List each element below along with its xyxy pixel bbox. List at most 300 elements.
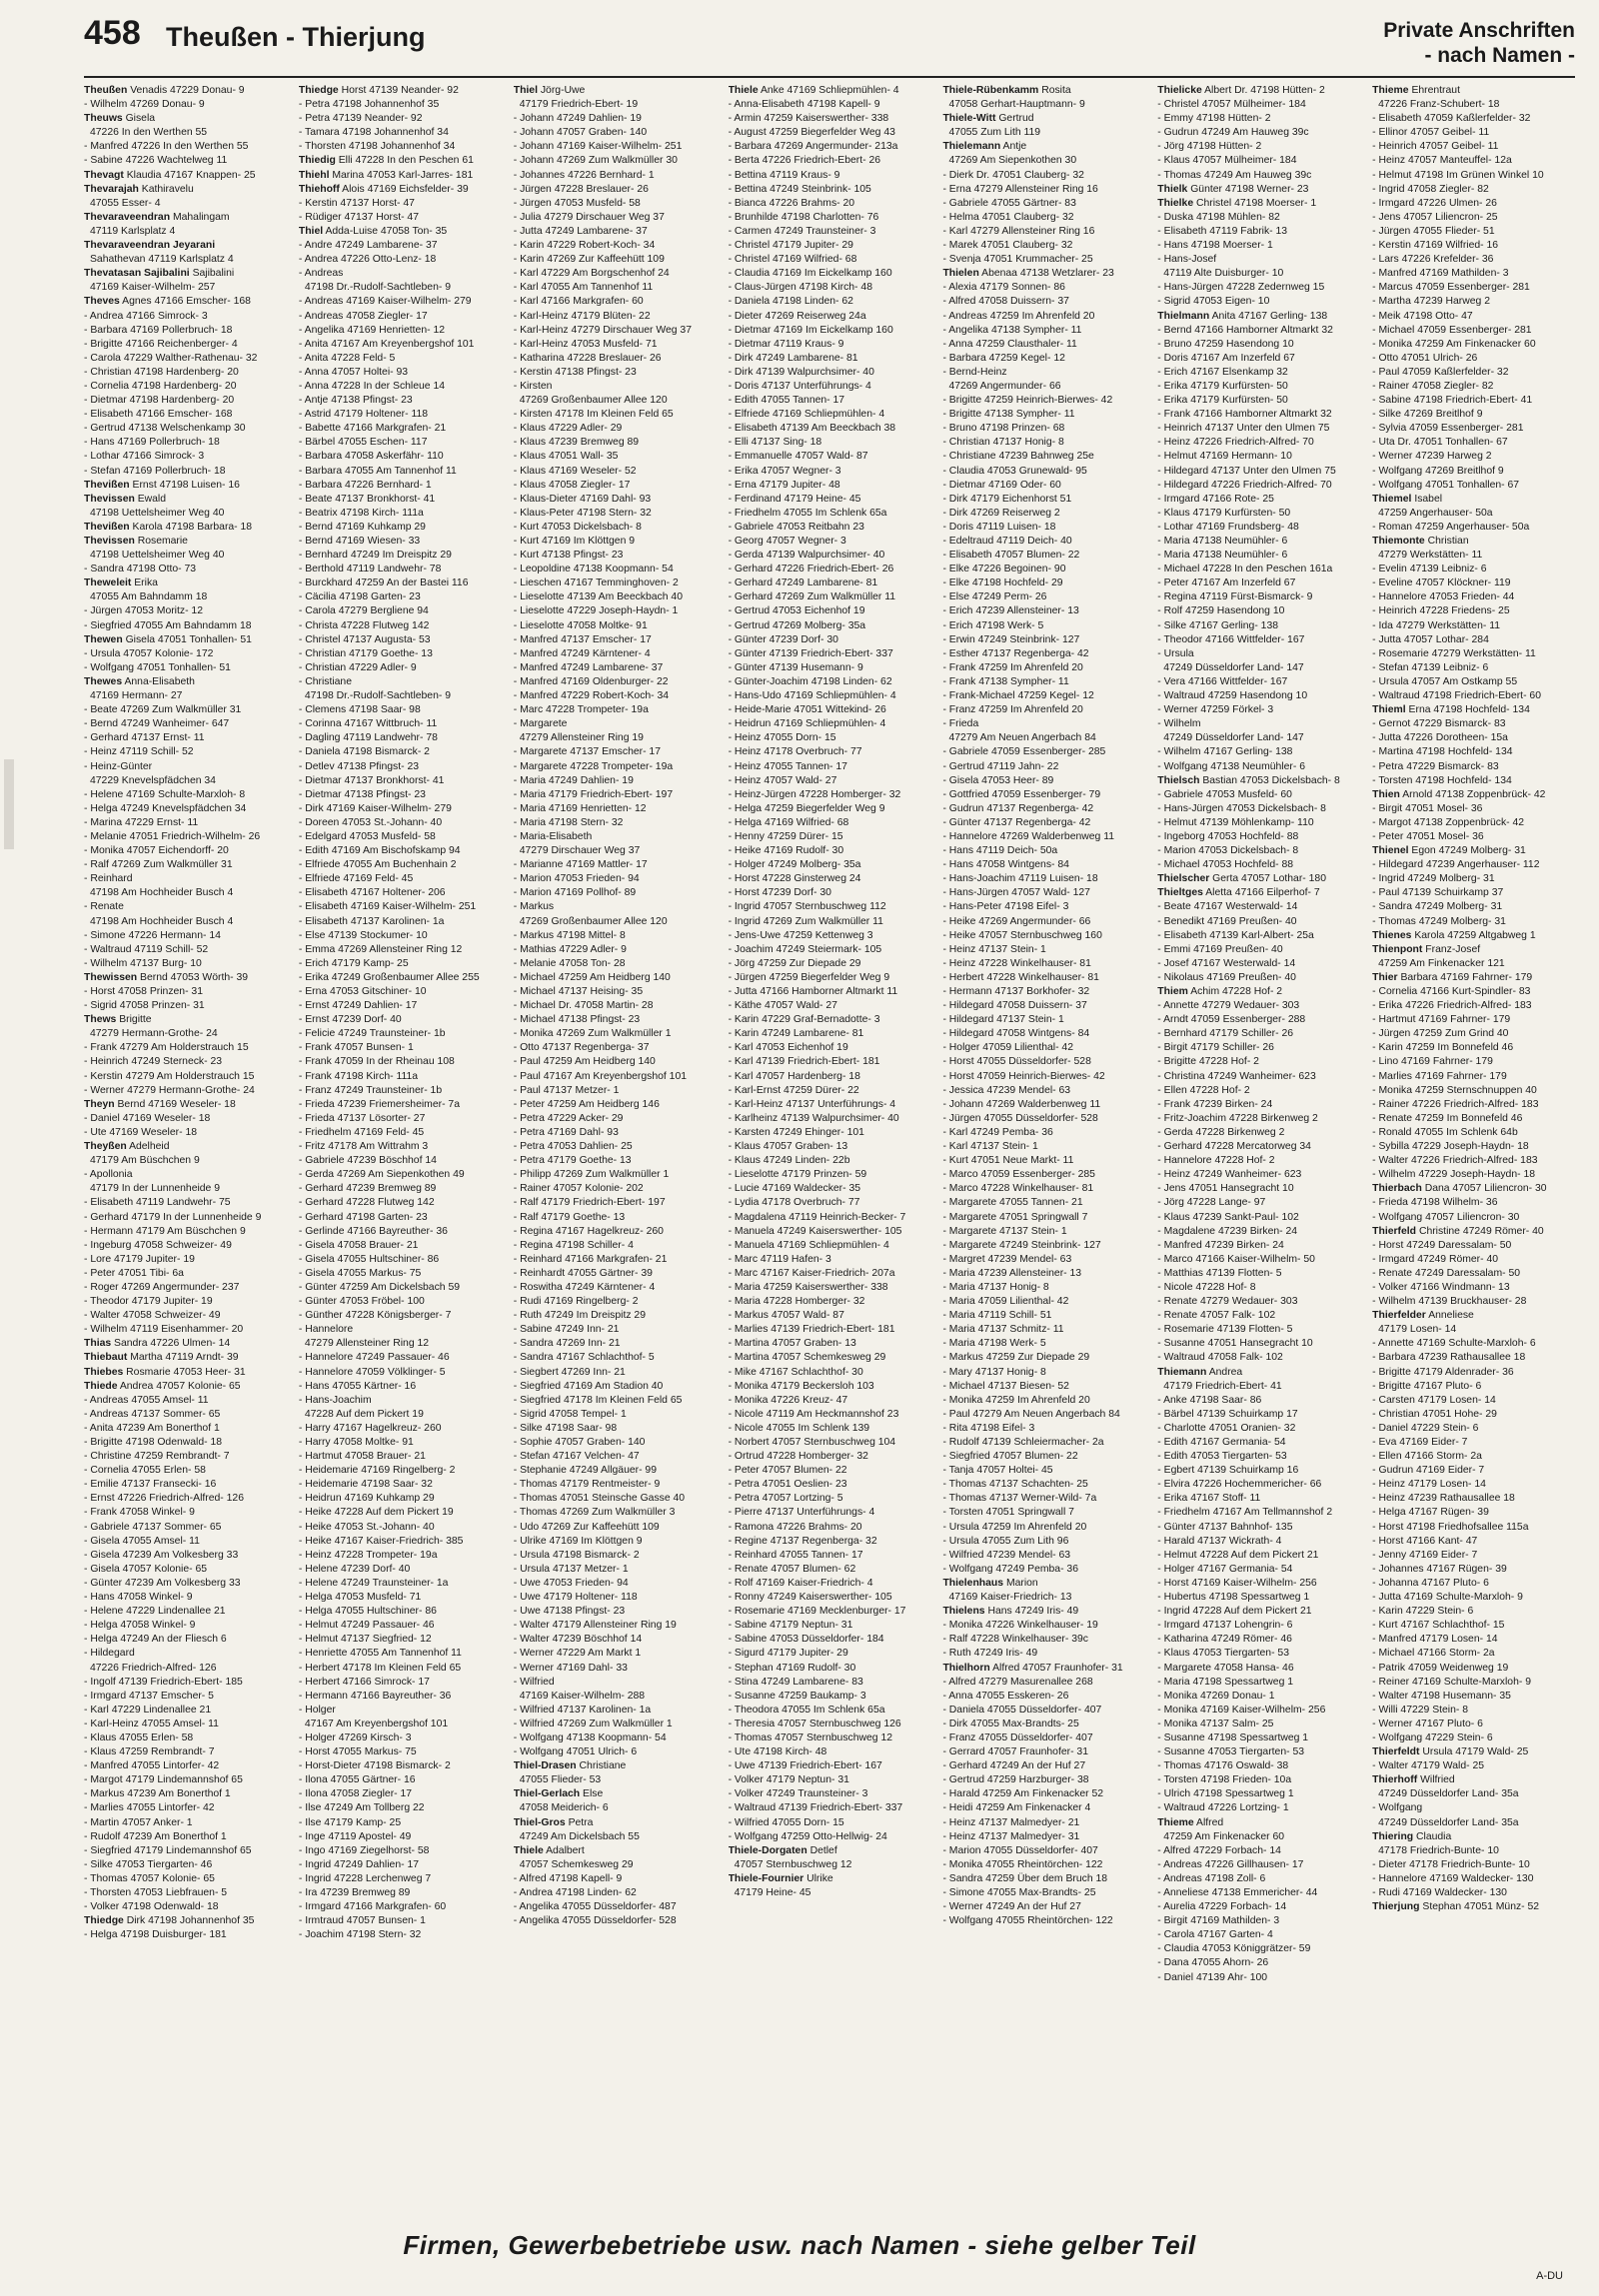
entry-text: - Gabriele 47053 Reitbahn 23 xyxy=(728,521,864,533)
entry-text: - Christel 47179 Jupiter- 29 xyxy=(728,240,853,252)
entry-text: 47058 Meiderich- 6 xyxy=(519,1802,609,1814)
directory-entry xyxy=(514,830,725,844)
entry-text: - Gudrun 47249 Am Hauweg 39c xyxy=(1157,127,1309,139)
directory-entry xyxy=(299,1858,510,1872)
directory-entry xyxy=(729,844,939,858)
entry-text: - Karl 47057 Hardenberg- 18 xyxy=(728,1070,860,1082)
directory-entry xyxy=(1157,999,1368,1013)
directory-entry xyxy=(942,1055,1153,1069)
entry-text: - Gerda 47228 Birkenweg 2 xyxy=(1157,1126,1285,1138)
directory-entry xyxy=(1157,1408,1368,1422)
directory-entry xyxy=(299,1535,510,1549)
directory-entry xyxy=(1372,1676,1583,1690)
directory-entry xyxy=(299,1337,510,1351)
directory-entry xyxy=(942,352,1153,366)
entry-text: - Hubertus 47198 Spessartweg 1 xyxy=(1157,1592,1310,1604)
entry-text: - Manfred 47226 In den Werthen 55 xyxy=(84,141,249,153)
entry-text: 47279 Werkstätten- 11 xyxy=(1378,550,1483,562)
directory-entry xyxy=(84,479,295,493)
entry-surname: Thevißen xyxy=(84,479,130,491)
directory-entry xyxy=(514,1041,725,1055)
directory-entry xyxy=(84,1521,295,1535)
entry-text: - Jörg 47259 Zur Diepade 29 xyxy=(728,957,861,969)
directory-entry xyxy=(514,1027,725,1041)
directory-entry xyxy=(299,1351,510,1365)
entry-text: - Wolfgang 47249 Pemba- 36 xyxy=(942,1563,1078,1575)
entry-text: - Berta 47226 Friedrich-Ebert- 26 xyxy=(728,155,881,167)
entry-text: - Rolf 47169 Kaiser-Friedrich- 4 xyxy=(728,1577,873,1589)
entry-text: - Ute 47198 Kirch- 48 xyxy=(728,1746,827,1758)
entry-text: - Kerstin 47169 Wilfried- 16 xyxy=(1372,240,1499,252)
directory-entry xyxy=(299,1168,510,1182)
section-title xyxy=(1383,18,1575,68)
directory-entry xyxy=(942,1577,1153,1591)
directory-entry xyxy=(1157,1112,1368,1126)
directory-entry xyxy=(514,886,725,900)
entry-text: - Ingo 47169 Ziegelhorst- 58 xyxy=(298,1844,430,1856)
entry-text: - Tanja 47057 Holtei- 45 xyxy=(942,1465,1053,1477)
directory-entry xyxy=(1157,1182,1368,1196)
directory-entry xyxy=(299,267,510,281)
directory-entry xyxy=(1372,295,1583,309)
directory-entry xyxy=(514,1394,725,1408)
entry-text: - Wilhelm 47119 Eisenhammer- 20 xyxy=(84,1324,244,1336)
directory-entry xyxy=(1157,394,1368,408)
entry-text: - Daniela 47198 Bismarck- 2 xyxy=(298,746,430,758)
directory-entry xyxy=(299,1787,510,1801)
entry-text: - Marc 47119 Hafen- 3 xyxy=(728,1253,831,1265)
entry-text: - Harald 47259 Am Finkenacker 52 xyxy=(942,1788,1103,1800)
directory-entry xyxy=(942,380,1153,394)
entry-text: - Siegfried 47178 Im Kleinen Feld 65 xyxy=(513,1394,683,1406)
entry-text: - Maria 47138 Neumühler- 6 xyxy=(1157,536,1288,547)
entry-text: - Frank 47138 Sympher- 11 xyxy=(942,675,1069,687)
entry-text: - Heidemarie 47198 Saar- 32 xyxy=(298,1479,433,1491)
directory-entry xyxy=(942,1366,1153,1380)
directory-entry xyxy=(299,112,510,126)
directory-entry xyxy=(942,338,1153,352)
directory-entry xyxy=(84,140,295,154)
directory-entry xyxy=(514,112,725,126)
entry-text: - Petra 47051 Oeslien- 23 xyxy=(728,1479,847,1491)
entry-text: - Doris 47119 Luisen- 18 xyxy=(942,521,1056,533)
directory-entry xyxy=(1372,1549,1583,1563)
entry-text: - Jürgen 47055 Düsseldorfer- 528 xyxy=(942,1112,1098,1124)
entry-text: - Frank 47058 Winkel- 9 xyxy=(84,1507,195,1519)
entry-text: - Gerrard 47057 Fraunhofer- 31 xyxy=(942,1746,1088,1758)
directory-entry xyxy=(1157,465,1368,479)
directory-entry xyxy=(514,1731,725,1745)
directory-entry xyxy=(514,760,725,774)
directory-entry xyxy=(299,1098,510,1112)
entry-text: - Heidrun 47169 Schliepmühlen- 4 xyxy=(728,718,886,730)
entry-text: - Johannes 47226 Bernhard- 1 xyxy=(513,169,655,181)
directory-entry xyxy=(1157,295,1368,309)
directory-entry xyxy=(1157,352,1368,366)
directory-entry xyxy=(514,1718,725,1731)
entry-text: - Rüdiger 47137 Horst- 47 xyxy=(298,211,419,223)
directory-entry xyxy=(84,1886,295,1900)
directory-entry xyxy=(942,1013,1153,1027)
entry-text: - Karin 47229 Graf-Bernadotte- 3 xyxy=(728,1014,880,1026)
entry-text: - Marlies 47139 Friedrich-Ebert- 181 xyxy=(728,1324,895,1336)
directory-entry xyxy=(1157,1886,1368,1900)
directory-entry xyxy=(514,211,725,225)
entry-text: - Brigitte 47167 Pluto- 6 xyxy=(1372,1380,1482,1392)
entry-text: - Wolfgang 47051 Tonhallen- 51 xyxy=(84,661,231,673)
entry-text: - Manfred 47137 Emscher- 17 xyxy=(513,633,652,645)
entry-surname: Thevißen xyxy=(84,521,130,533)
directory-entry xyxy=(84,1745,295,1759)
entry-text: - Otto 47137 Regenberga- 37 xyxy=(513,1042,650,1054)
entry-text: - Josef 47167 Westerwald- 14 xyxy=(1157,957,1296,969)
entry-text: - Waltraud 47058 Falk- 102 xyxy=(1157,1352,1283,1364)
entry-text: - Wolfgang xyxy=(1372,1802,1423,1814)
directory-entry xyxy=(729,1154,939,1168)
directory-entry xyxy=(84,1464,295,1478)
directory-entry xyxy=(729,957,939,971)
directory-entry xyxy=(942,1309,1153,1323)
entry-text: - Thomas 47269 Zum Walkmüller 3 xyxy=(513,1507,676,1519)
entry-text: Stephan 47051 Münz- 52 xyxy=(1422,1901,1540,1913)
directory-entry xyxy=(1157,1154,1368,1168)
directory-entry xyxy=(299,295,510,309)
entry-text: Klaudia 47167 Knappen- 25 xyxy=(126,169,256,181)
directory-entry xyxy=(1372,1619,1583,1633)
directory-entry xyxy=(1372,436,1583,450)
directory-entry xyxy=(514,267,725,281)
directory-entry xyxy=(84,957,295,971)
entry-text: - Ulrich 47198 Spessartweg 1 xyxy=(1157,1788,1294,1800)
directory-entry xyxy=(1157,689,1368,703)
entry-text: - Marco 47166 Kaiser-Wilhelm- 50 xyxy=(1157,1253,1315,1265)
entry-text: - Maria 47059 Lilienthal- 42 xyxy=(942,1296,1069,1308)
entry-text: - Marianne 47169 Mattler- 17 xyxy=(513,859,648,871)
directory-entry xyxy=(84,1225,295,1239)
directory-entry xyxy=(729,1098,939,1112)
entry-surname: Thiemel xyxy=(1372,493,1412,505)
entry-text: - Beate 47137 Bronkhorst- 41 xyxy=(298,493,436,505)
entry-surname: Thiemonte xyxy=(1372,536,1425,547)
entry-text: - Elisabeth 47119 Fabrik- 13 xyxy=(1157,225,1288,237)
entry-text: - Barbara 47269 Angermunder- 213a xyxy=(728,141,898,153)
entry-text: 47179 Am Büschchen 9 xyxy=(90,1155,200,1167)
directory-entry xyxy=(299,169,510,183)
entry-text: - Reinhard xyxy=(84,873,133,885)
directory-entry xyxy=(514,408,725,422)
entry-text: - Heinz 47057 Wald- 27 xyxy=(728,774,837,786)
entry-text: - Lieselotte 47179 Prinzen- 59 xyxy=(728,1169,867,1181)
entry-text: - Gerhard 47228 Flutweg 142 xyxy=(298,1197,435,1209)
entry-text: - Melanie 47051 Friedrich-Wilhelm- 26 xyxy=(84,830,261,842)
entry-text: 47178 Friedrich-Bunte- 10 xyxy=(1378,1844,1499,1856)
directory-entry xyxy=(84,1773,295,1787)
entry-text: - Astrid 47179 Holtener- 118 xyxy=(298,409,429,421)
entry-text: - Rainer 47226 Friedrich-Alfred- 183 xyxy=(1372,1098,1539,1110)
directory-entry xyxy=(942,1704,1153,1718)
directory-entry xyxy=(729,788,939,802)
entry-text: Rosemarie xyxy=(137,536,188,547)
directory-entry xyxy=(514,1281,725,1295)
directory-entry xyxy=(729,675,939,689)
entry-text: - Irmgard 47137 Emscher- 5 xyxy=(84,1690,214,1702)
directory-entry xyxy=(729,872,939,886)
entry-surname: Theweleit xyxy=(84,577,132,589)
directory-entry xyxy=(942,745,1153,759)
entry-text: - Siegfried 47179 Lindemannshof 65 xyxy=(84,1844,252,1856)
entry-text: - Leopoldine 47138 Koopmann- 54 xyxy=(513,564,674,575)
directory-entry xyxy=(84,1450,295,1464)
entry-surname: Thiede xyxy=(84,1380,118,1392)
directory-entry xyxy=(942,1787,1153,1801)
entry-text: - Monika 47169 Kaiser-Wilhelm- 256 xyxy=(1157,1704,1326,1716)
directory-entry xyxy=(514,604,725,618)
entry-text: - Rudolf 47239 Am Bonerthof 1 xyxy=(84,1830,227,1842)
entry-text: - Brigitte 47198 Odenwald- 18 xyxy=(84,1437,223,1448)
entry-text: Antje xyxy=(1002,141,1027,153)
entry-text: - Else 47139 Stockumer- 10 xyxy=(298,929,428,941)
directory-entry xyxy=(514,366,725,380)
entry-text: - Nicole 47119 Am Heckmannshof 23 xyxy=(728,1408,899,1420)
directory-entry xyxy=(942,1225,1153,1239)
directory-entry xyxy=(1372,1801,1583,1815)
entry-text: - Eva 47169 Eider- 7 xyxy=(1372,1437,1468,1448)
entry-text: - Elfriede 47169 Feld- 45 xyxy=(298,873,414,885)
directory-entry xyxy=(1157,310,1368,324)
directory-entry xyxy=(299,816,510,830)
entry-text: - Joachim 47249 Steiermark- 105 xyxy=(728,943,882,955)
entry-text: - Manfred 47229 Robert-Koch- 34 xyxy=(513,690,670,702)
entry-text: - Günter 47137 Regenberga- 42 xyxy=(942,816,1091,828)
entry-text: - Thorsten 47053 Liebfrauen- 5 xyxy=(84,1887,228,1898)
directory-entry xyxy=(1157,1914,1368,1928)
entry-text: - Ernst 47226 Friedrich-Alfred- 126 xyxy=(84,1493,244,1505)
entry-text: - Margret 47239 Mendel- 63 xyxy=(942,1253,1072,1265)
directory-entry xyxy=(729,1112,939,1126)
entry-text: Christel 47198 Moerser- 1 xyxy=(1196,197,1317,209)
directory-entry xyxy=(514,731,725,745)
entry-text: - Felicie 47249 Traunsteiner- 1b xyxy=(298,1028,446,1040)
entry-text: - Alfred 47058 Duissern- 37 xyxy=(942,296,1069,308)
entry-text: - Monika 47226 Kreuz- 47 xyxy=(728,1394,848,1406)
entry-text: - Sigrid 47053 Eigen- 10 xyxy=(1157,296,1270,308)
directory-entry xyxy=(729,943,939,957)
entry-text: - Elvira 47226 Hochemmericher- 66 xyxy=(1157,1479,1322,1491)
entry-text: - Günter 47239 Am Volkesberg 33 xyxy=(84,1577,241,1589)
directory-entry xyxy=(942,788,1153,802)
entry-text: - Angelika 47055 Düsseldorfer- 528 xyxy=(513,1915,677,1927)
entry-text: - Karin 47229 Robert-Koch- 34 xyxy=(513,240,656,252)
directory-entry xyxy=(514,1323,725,1337)
entry-text: - Irmgard 47226 Ulmen- 26 xyxy=(1372,197,1497,209)
directory-entry xyxy=(299,1662,510,1676)
directory-entry xyxy=(514,1633,725,1647)
directory-entry xyxy=(514,1309,725,1323)
directory-entry xyxy=(514,507,725,521)
entry-text: - Sophie 47057 Graben- 140 xyxy=(513,1437,646,1448)
entry-text: Ulrike xyxy=(806,1872,833,1884)
entry-text: 47269 Angermunder- 66 xyxy=(948,380,1061,392)
directory-entry xyxy=(1157,1351,1368,1365)
entry-text: - Kurt 47138 Pfingst- 23 xyxy=(513,550,624,562)
entry-text: - Anna 47055 Esskeren- 26 xyxy=(942,1690,1069,1702)
directory-entry xyxy=(1157,535,1368,549)
directory-entry xyxy=(942,1605,1153,1619)
directory-entry xyxy=(1157,957,1368,971)
directory-entry xyxy=(1157,1422,1368,1436)
listing-columns xyxy=(84,84,1583,2202)
directory-entry xyxy=(299,1886,510,1900)
directory-entry xyxy=(1372,1816,1583,1830)
directory-entry xyxy=(1157,1662,1368,1676)
directory-entry xyxy=(514,1690,725,1704)
entry-text: - Sigurd 47179 Jupiter- 29 xyxy=(728,1648,848,1660)
directory-entry xyxy=(729,422,939,436)
entry-text: - Melanie 47058 Ton- 28 xyxy=(513,957,626,969)
directory-entry xyxy=(1157,1323,1368,1337)
directory-entry xyxy=(514,295,725,309)
entry-text: - Jürgen 47053 Musfeld- 58 xyxy=(513,197,641,209)
entry-text: - Maria 47137 Schmitz- 11 xyxy=(942,1324,1064,1336)
directory-entry xyxy=(1157,788,1368,802)
entry-text: - Daniela 47198 Linden- 62 xyxy=(728,296,853,308)
entry-surname: Thielens xyxy=(942,1606,985,1618)
directory-entry xyxy=(729,915,939,929)
entry-text: Jörg-Uwe xyxy=(540,85,586,96)
directory-entry xyxy=(514,1013,725,1027)
entry-text: - Dirk 47249 Lambarene- 81 xyxy=(728,352,858,364)
entry-text: - Manfred 47179 Losen- 14 xyxy=(1372,1634,1498,1646)
entry-text: - Wilfried 47239 Mendel- 63 xyxy=(942,1549,1071,1561)
entry-text: - Gerda 47269 Am Siepenkothen 49 xyxy=(298,1169,465,1181)
directory-entry xyxy=(942,1394,1153,1408)
directory-entry xyxy=(942,1773,1153,1787)
entry-text: Bastian 47053 Dickelsbach- 8 xyxy=(1202,774,1340,786)
entry-text: - Edith 47169 Am Bischofskamp 94 xyxy=(298,845,461,857)
directory-entry xyxy=(1157,1126,1368,1140)
entry-text: - Sigrid 47058 Prinzen- 31 xyxy=(84,1000,205,1012)
entry-text: - Fritz-Joachim 47228 Birkenweg 2 xyxy=(1157,1112,1318,1124)
directory-entry xyxy=(1157,1492,1368,1506)
directory-entry xyxy=(299,971,510,985)
entry-text: Aletta 47166 Eilperhof- 7 xyxy=(1205,887,1320,899)
entry-text: - Markus 47057 Wald- 87 xyxy=(728,1310,844,1322)
entry-surname: Thienel xyxy=(1372,845,1409,857)
directory-entry xyxy=(1157,576,1368,590)
directory-entry xyxy=(729,900,939,914)
directory-entry xyxy=(1372,1450,1583,1464)
directory-entry xyxy=(299,183,510,197)
entry-text: - Uwe 47138 Pfingst- 23 xyxy=(513,1606,626,1618)
directory-entry xyxy=(299,1549,510,1563)
directory-entry xyxy=(942,1196,1153,1210)
directory-entry xyxy=(299,1323,510,1337)
entry-text: - Emilie 47137 Fransecki- 16 xyxy=(84,1479,217,1491)
entry-text: - Horst 47059 Heinrich-Bierwes- 42 xyxy=(942,1070,1105,1082)
directory-entry xyxy=(942,549,1153,563)
directory-entry xyxy=(299,1112,510,1126)
directory-entry xyxy=(1157,112,1368,126)
header-rule xyxy=(84,76,1575,78)
directory-entry xyxy=(942,98,1153,112)
directory-entry xyxy=(942,1563,1153,1577)
entry-text: - Helmut 47198 Im Grünen Winkel 10 xyxy=(1372,169,1544,181)
entry-text: - Margarete 47058 Hansa- 46 xyxy=(1157,1662,1294,1674)
entry-text: - Thomas 47176 Oswald- 38 xyxy=(1157,1760,1289,1772)
entry-text: - Helga 47249 An der Fliesch 6 xyxy=(84,1634,227,1646)
directory-entry xyxy=(1372,1422,1583,1436)
entry-text: - Martina 47057 Graben- 13 xyxy=(728,1338,856,1350)
entry-text: - Monika 47269 Zum Walkmüller 1 xyxy=(513,1028,672,1040)
entry-text: - Carsten 47179 Losen- 14 xyxy=(1372,1394,1496,1406)
directory-entry xyxy=(942,310,1153,324)
entry-text: - Alexia 47179 Sonnen- 86 xyxy=(942,282,1065,294)
entry-text: - Markus 47198 Mittel- 8 xyxy=(513,929,626,941)
directory-entry xyxy=(1157,1900,1368,1914)
entry-text: - Edeltraud 47119 Deich- 40 xyxy=(942,536,1072,547)
directory-entry xyxy=(299,1900,510,1914)
directory-entry xyxy=(1157,197,1368,211)
entry-text: - Klaus 47229 Adler- 29 xyxy=(513,423,623,435)
directory-entry xyxy=(84,112,295,126)
entry-text: Agnes 47166 Emscher- 168 xyxy=(122,296,251,308)
directory-entry xyxy=(942,1844,1153,1858)
directory-entry xyxy=(1372,352,1583,366)
directory-entry xyxy=(84,1055,295,1069)
directory-entry xyxy=(1157,1577,1368,1591)
entry-text: - Sabine 47249 Inn- 21 xyxy=(513,1324,620,1336)
directory-entry xyxy=(1372,1267,1583,1281)
directory-entry xyxy=(729,1211,939,1225)
entry-surname: Thiele xyxy=(728,85,759,96)
directory-entry xyxy=(942,422,1153,436)
entry-text: - Karl 47229 Lindenallee 21 xyxy=(84,1704,212,1716)
entry-text: 47055 Zum Lith 119 xyxy=(948,127,1041,139)
entry-text: - Hannelore 47059 Völklinger- 5 xyxy=(298,1366,446,1378)
directory-entry xyxy=(84,154,295,168)
directory-entry xyxy=(84,1858,295,1872)
entry-text: - Klaus 47053 Tiergarten- 53 xyxy=(1157,1648,1289,1660)
entry-text: - Frank 47057 Bunsen- 1 xyxy=(298,1042,414,1054)
entry-text: - Michael 47137 Heising- 35 xyxy=(513,986,644,997)
listing-column-2 xyxy=(299,84,510,2202)
entry-text: - Heinz 47239 Rathausallee 18 xyxy=(1372,1493,1515,1505)
directory-entry xyxy=(729,324,939,338)
directory-entry xyxy=(942,1549,1153,1563)
directory-entry xyxy=(942,844,1153,858)
entry-text: - Gabriele 47059 Essenberger- 285 xyxy=(942,746,1106,758)
entry-text: 47058 Gerhart-Hauptmann- 9 xyxy=(948,99,1085,111)
entry-text: - Ingrid 47249 Molberg- 31 xyxy=(1372,873,1495,885)
entry-text: - Heidemarie 47169 Ringelberg- 2 xyxy=(298,1465,456,1477)
directory-entry xyxy=(942,1521,1153,1535)
entry-text: - Dieter 47178 Friedrich-Bunte- 10 xyxy=(1372,1858,1530,1870)
listing-column-1 xyxy=(84,84,295,2202)
entry-text: - Christiane 47239 Bahnweg 25e xyxy=(942,451,1094,463)
entry-text: - Susanne 47198 Spessartweg 1 xyxy=(1157,1731,1309,1743)
directory-entry xyxy=(1372,957,1583,971)
directory-entry xyxy=(299,872,510,886)
directory-entry xyxy=(514,774,725,788)
entry-text: - Sabine 47053 Düsseldorfer- 184 xyxy=(728,1634,884,1646)
entry-text: - Manuela 47169 Schliepmühlen- 4 xyxy=(728,1239,889,1251)
entry-text: - Manfred 47249 Kärntener- 4 xyxy=(513,647,651,659)
directory-entry xyxy=(942,1351,1153,1365)
directory-entry xyxy=(299,1492,510,1506)
entry-text: Adelheid xyxy=(129,1141,170,1153)
entry-text: - Martha 47239 Harweg 2 xyxy=(1372,296,1490,308)
entry-text: - Hans-Peter 47198 Eifel- 3 xyxy=(942,901,1069,913)
